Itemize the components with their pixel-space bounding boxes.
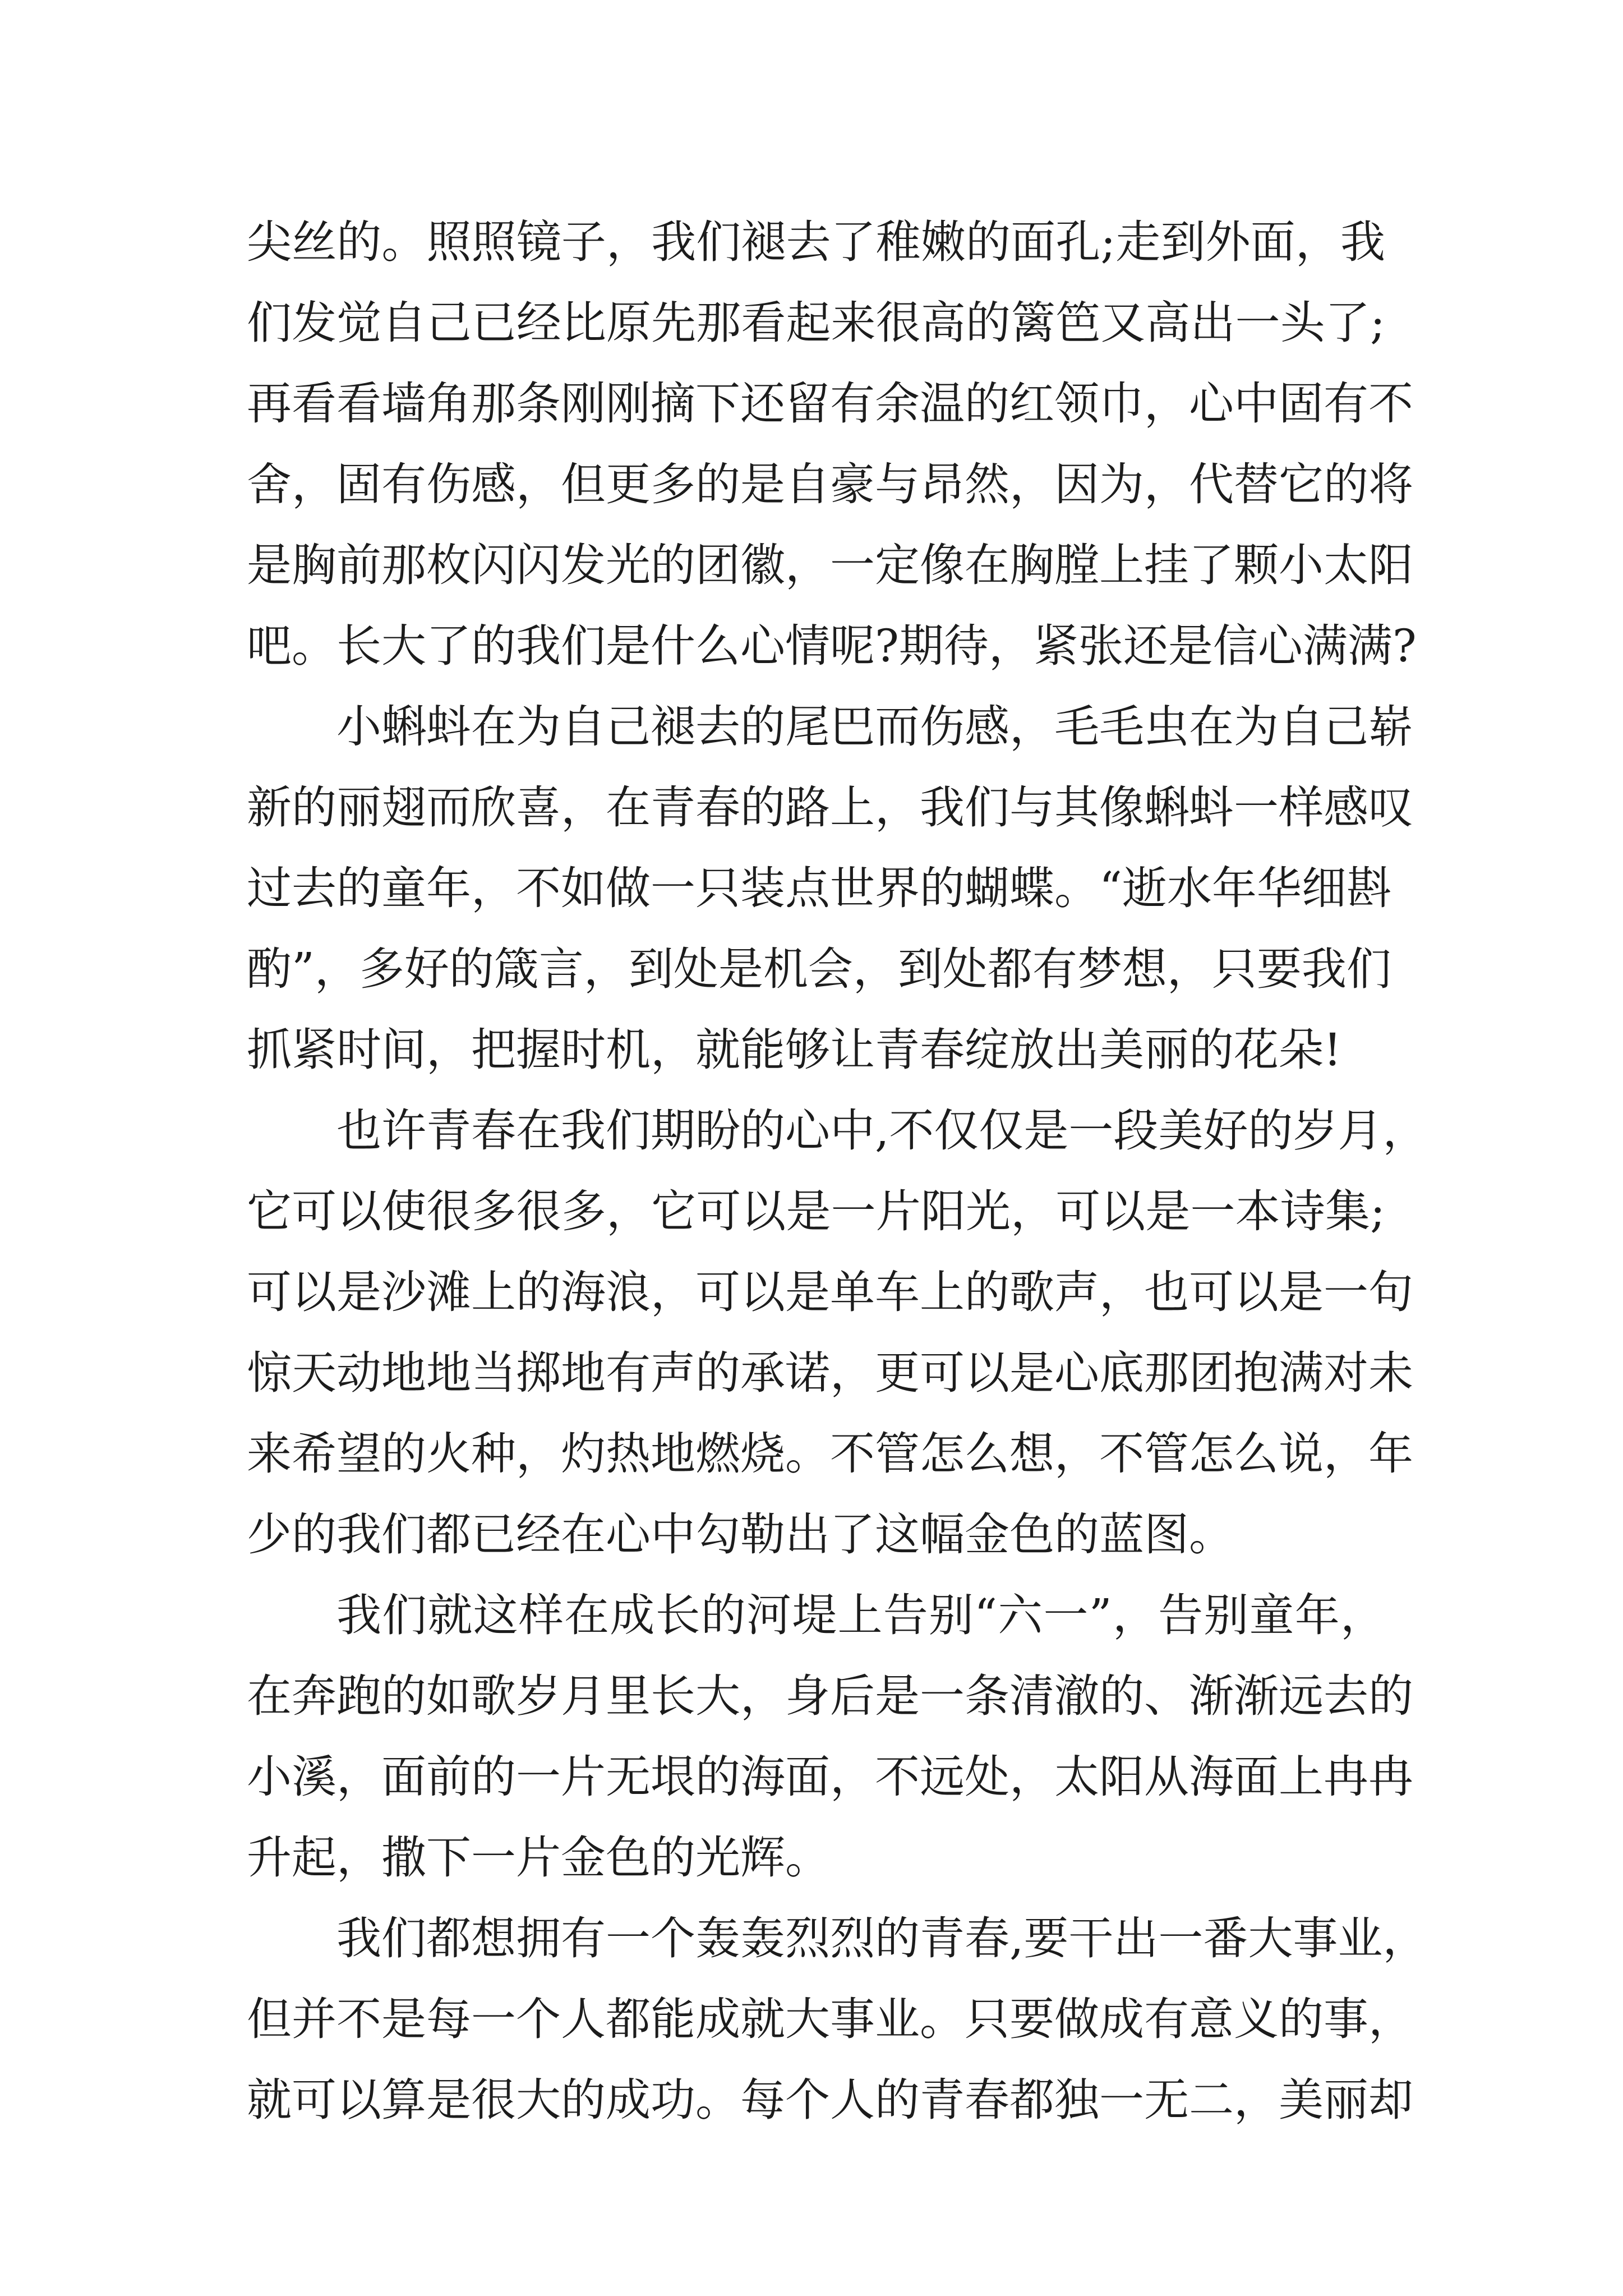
text-line: 舍，固有伤感，但更多的是自豪与昂然，因为，代替它的将 bbox=[247, 458, 1413, 510]
text-line: 也许青春在我们期盼的心中,不仅仅是一段美好的岁月， bbox=[336, 1105, 1428, 1157]
text-line: 它可以使很多很多，它可以是一片阳光，可以是一本诗集; bbox=[247, 1185, 1385, 1237]
text-line: 抓紧时间，把握时机，就能够让青春绽放出美丽的花朵! bbox=[247, 1024, 1342, 1076]
text-line: 我们都想拥有一个轰轰烈烈的青春,要干出一番大事业， bbox=[336, 1912, 1428, 1964]
text-line: 们发觉自己已经比原先那看起来很高的篱笆又高出一头了; bbox=[247, 297, 1385, 349]
text-line: 惊天动地地当掷地有声的承诺，更可以是心底那团抱满对未 bbox=[247, 1347, 1413, 1399]
text-line: 小溪，面前的一片无垠的海面，不远处，太阳从海面上冉冉 bbox=[247, 1751, 1413, 1803]
text-line: 在奔跑的如歌岁月里长大，身后是一条清澈的、渐渐远去的 bbox=[247, 1670, 1413, 1722]
text-line: 就可以算是很大的成功。每个人的青春都独一无二，美丽却 bbox=[247, 2074, 1413, 2126]
text-line: 小蝌蚪在为自己褪去的尾巴而伤感，毛毛虫在为自己崭 bbox=[336, 701, 1413, 753]
text-line: 我们就这样在成长的河堤上告别“六一”，告别童年， bbox=[336, 1589, 1385, 1641]
document-body bbox=[247, 202, 1428, 2141]
text-line: 过去的童年，不如做一只装点世界的蝴蝶。“逝水年华细斟 bbox=[247, 862, 1391, 914]
text-line: 是胸前那枚闪闪发光的团徽，一定像在胸膛上挂了颗小太阳 bbox=[247, 539, 1413, 591]
text-line: 尖丝的。照照镜子，我们褪去了稚嫩的面孔;走到外面，我 bbox=[247, 216, 1385, 268]
text-line: 少的我们都已经在心中勾勒出了这幅金色的蓝图。 bbox=[247, 1508, 1234, 1561]
text-line: 酌”，多好的箴言，到处是机会，到处都有梦想，只要我们 bbox=[247, 943, 1391, 995]
text-line: 新的丽翅而欣喜，在青春的路上，我们与其像蝌蚪一样感叹 bbox=[247, 781, 1413, 834]
text-line: 吧。长大了的我们是什么心情呢?期待，紧张还是信心满满? bbox=[247, 620, 1417, 672]
text-line: 可以是沙滩上的海浪，可以是单车上的歌声，也可以是一句 bbox=[247, 1266, 1413, 1318]
text-line: 再看看墙角那条刚刚摘下还留有余温的红领巾，心中固有不 bbox=[247, 378, 1413, 430]
text-line: 升起，撒下一片金色的光辉。 bbox=[247, 1832, 830, 1884]
text-line: 但并不是每一个人都能成就大事业。只要做成有意义的事， bbox=[247, 1993, 1413, 2045]
text-line: 来希望的火种，灼热地燃烧。不管怎么想，不管怎么说，年 bbox=[247, 1428, 1413, 1480]
